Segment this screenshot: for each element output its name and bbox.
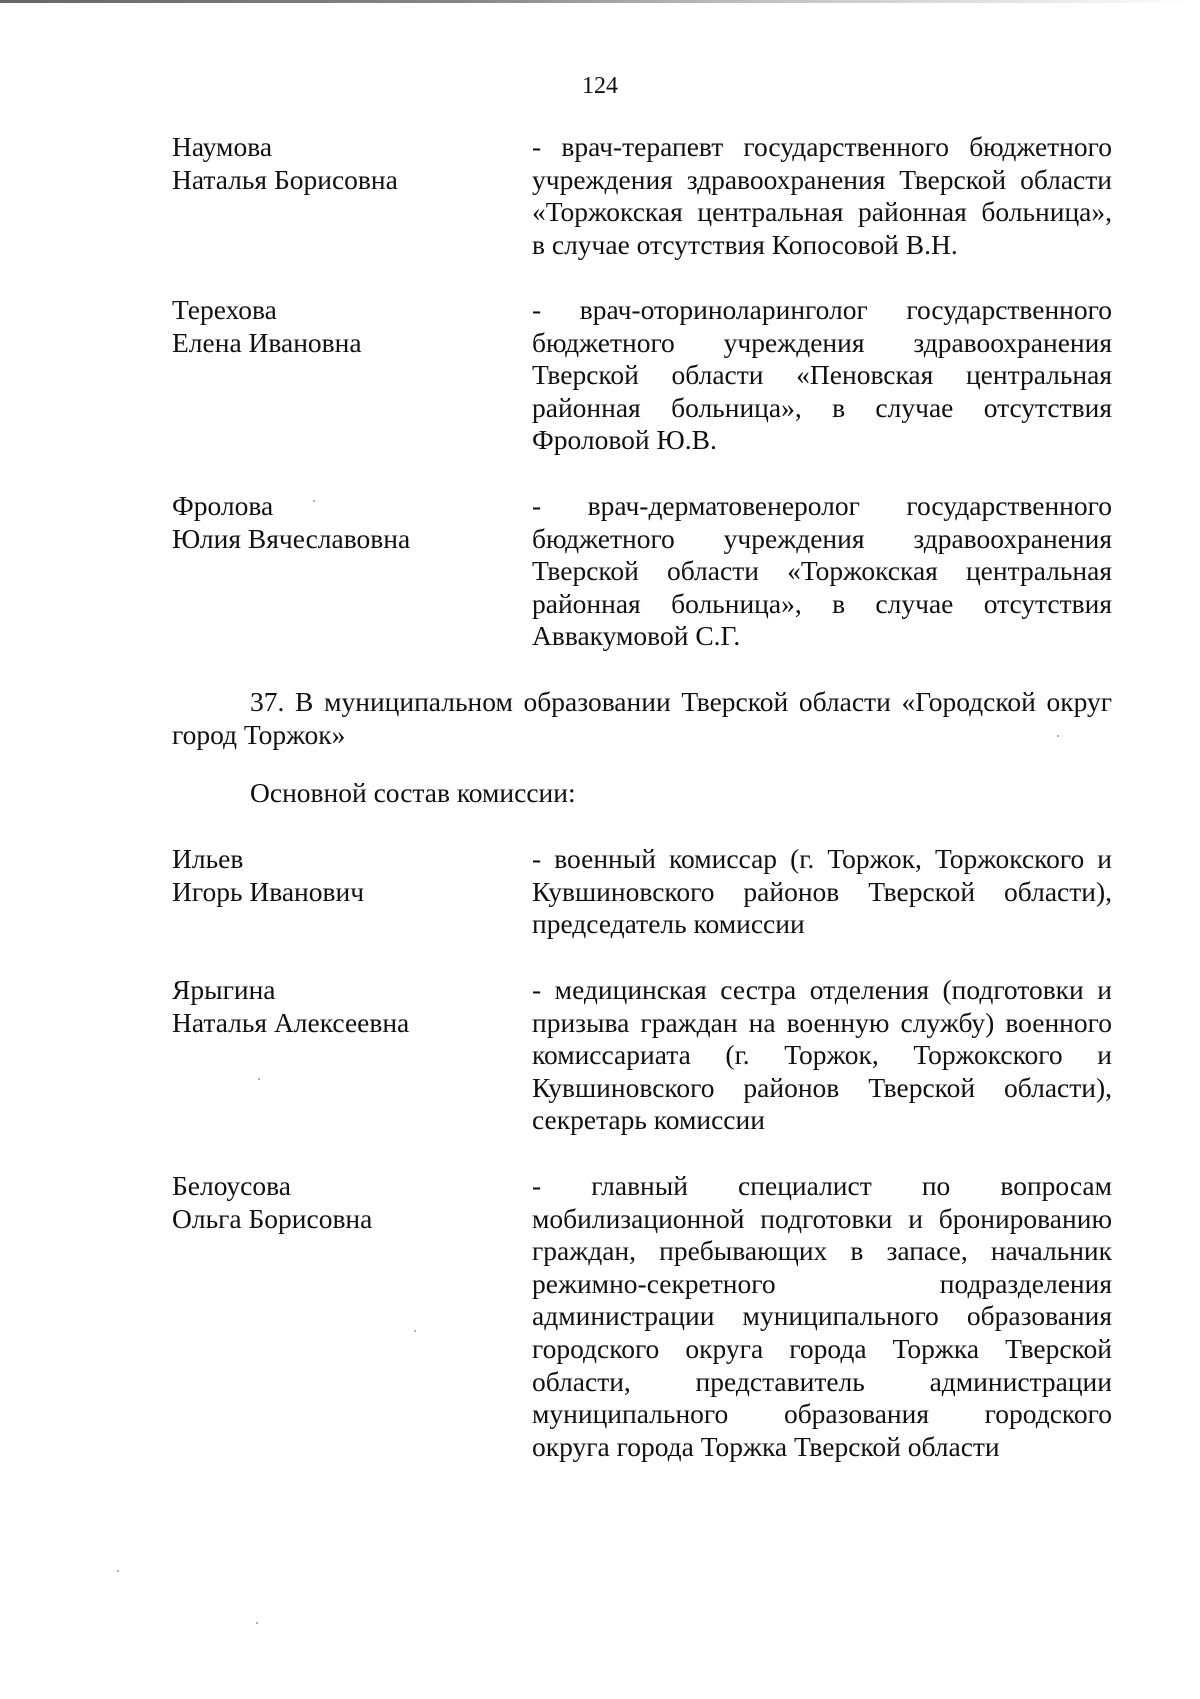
paragraph-line: город Торжок» [172, 718, 346, 750]
section-subheading: Основной состав комиссии: [250, 777, 576, 808]
scan-speck [1057, 735, 1059, 737]
member-given-names: Ольга Борисовна [172, 1202, 373, 1234]
role-line: председатель комиссии [532, 908, 805, 940]
member-given-names: Наталья Борисовна [172, 163, 398, 195]
scan-speck [258, 1078, 260, 1080]
role-line: муниципального образования городского [532, 1398, 1112, 1430]
role-line: комиссариата (г. Торжок, Торжокского и [532, 1039, 1112, 1071]
role-line: Кувшиновского районов Тверской области), [532, 1071, 1112, 1103]
member-surname: Терехова [172, 294, 277, 325]
scan-top-edge [0, 0, 1200, 3]
member-given-names: Наталья Алексеевна [172, 1006, 410, 1038]
member-name [172, 294, 512, 359]
role-line: - врач-оториноларинголог государственного [532, 294, 1112, 325]
role-line: - главный специалист по вопросам [532, 1170, 1112, 1201]
member-role [532, 294, 1112, 457]
section-paragraph [172, 686, 1112, 751]
member-surname: Фролова [172, 490, 274, 521]
member-given-names: Юлия Вячеславовна [172, 522, 411, 554]
role-line: Аввакумовой С.Г. [532, 620, 741, 652]
role-line: Тверской области «Торжокская центральная [532, 555, 1112, 587]
member-surname: Ярыгина [172, 974, 276, 1005]
member-surname: Белоусова [172, 1170, 291, 1201]
role-line: - врач-терапевт государственного бюджетного [532, 131, 1112, 162]
role-line: мобилизационной подготовки и бронированию [532, 1202, 1112, 1234]
role-line: округа города Торжка Тверской области [532, 1430, 1000, 1462]
role-line: бюджетного учреждения здравоохранения [532, 522, 1112, 554]
role-line: секретарь комиссии [532, 1104, 765, 1136]
member-surname: Ильев [172, 843, 244, 874]
role-line: области, представитель администрации [532, 1365, 1112, 1397]
role-line: «Торжокская центральная районная больница», [532, 196, 1112, 228]
role-line: призыва граждан на военную службу) военного [532, 1006, 1112, 1038]
member-role [532, 843, 1112, 941]
role-line: администрации муниципального образования [532, 1300, 1112, 1332]
role-line: городского округа города Торжка Тверской [532, 1332, 1112, 1364]
page-number: 124 [582, 73, 618, 99]
member-name [172, 843, 512, 908]
scan-speck [414, 1330, 416, 1332]
scan-speck [117, 1570, 119, 1572]
member-name [172, 131, 512, 196]
role-line: районная больница», в случае отсутствия [532, 391, 1112, 423]
role-line: Фроловой Ю.В. [532, 424, 717, 456]
scan-speck [256, 1622, 258, 1624]
role-line: в случае отсутствия Копосовой В.Н. [532, 228, 958, 260]
member-given-names: Игорь Иванович [172, 875, 365, 907]
member-surname: Наумова [172, 131, 273, 162]
role-line: граждан, пребывающих в запасе, начальник [532, 1235, 1112, 1267]
scan-speck [313, 500, 315, 502]
role-line: - военный комиссар (г. Торжок, Торжокского и [532, 843, 1112, 874]
role-line: районная больница», в случае отсутствия [532, 587, 1112, 619]
member-role [532, 131, 1112, 261]
role-line: бюджетного учреждения здравоохранения [532, 326, 1112, 358]
member-role [532, 490, 1112, 653]
member-name [172, 1170, 512, 1235]
role-line: - медицинская сестра отделения (подготовки и [532, 974, 1112, 1005]
member-role [532, 1170, 1112, 1463]
role-line: Кувшиновского районов Тверской области), [532, 875, 1112, 907]
member-given-names: Елена Ивановна [172, 326, 362, 358]
member-name [172, 490, 512, 555]
role-line: - врач-дерматовенеролог государственного [532, 490, 1112, 521]
role-line: учреждения здравоохранения Тверской области [532, 163, 1112, 195]
member-name [172, 974, 512, 1039]
member-role [532, 974, 1112, 1137]
role-line: Тверской области «Пеновская центральная [532, 359, 1112, 391]
role-line: режимно-секретного подразделения [532, 1267, 1112, 1299]
paragraph-line: 37. В муниципальном образовании Тверской области «Городской округ [250, 686, 1112, 717]
